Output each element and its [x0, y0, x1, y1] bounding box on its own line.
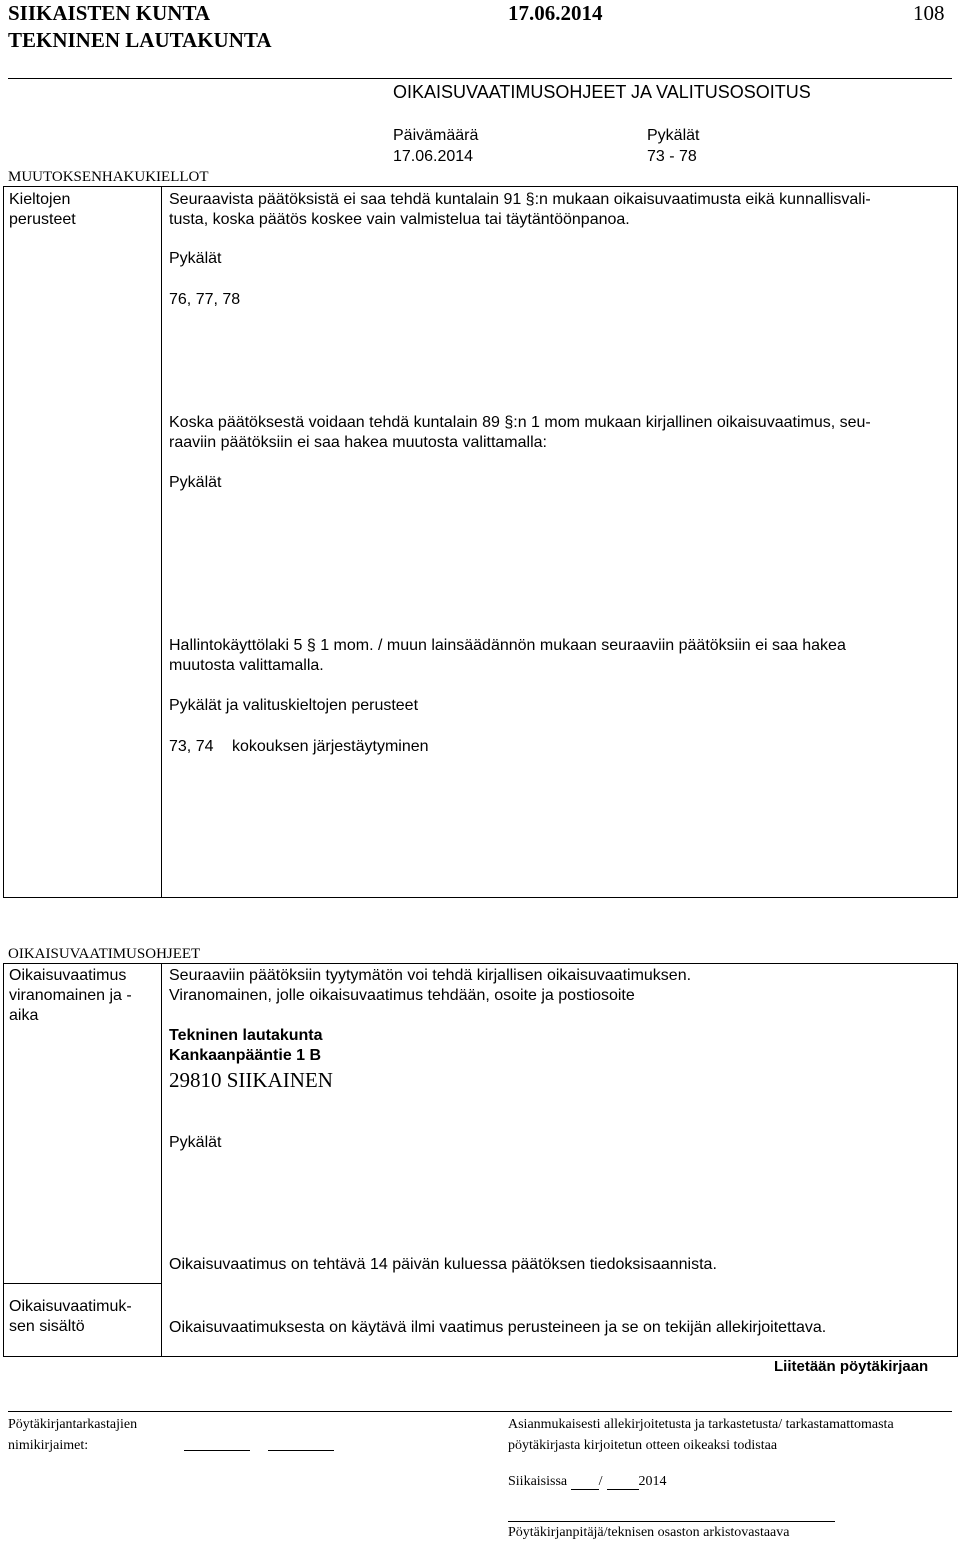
- day-blank[interactable]: [571, 1475, 599, 1490]
- org-name: SIIKAISTEN KUNTA: [8, 1, 211, 25]
- ban-para1-line2: tusta, koska päätös koskee vain valmistelua tai täytäntöönpanoa.: [169, 211, 630, 228]
- footer-year: 2014: [638, 1474, 667, 1489]
- footer-place-date: [508, 1473, 667, 1490]
- footer-inspectors-label-2: nimikirjaimet:: [8, 1438, 89, 1453]
- sections-label: Pykälät: [647, 127, 700, 144]
- document-title: OIKAISUVAATIMUSOHJEET JA VALITUSOSOITUS: [393, 82, 811, 102]
- rect-address-line1: Tekninen lautakunta: [169, 1027, 323, 1044]
- ban-sections3-numbers: 73, 74: [169, 738, 214, 755]
- sections-value: 73 - 78: [647, 148, 697, 165]
- ban-sections3-label: Pykälät ja valituskieltojen perusteet: [169, 697, 419, 714]
- rect-line2: Viranomainen, jolle oikaisuvaatimus tehdään, osoite ja postiosoite: [169, 987, 635, 1004]
- footer-certification-line1: Asianmukaisesti allekirjoitetusta ja tarkastetusta/ tarkastamattomasta: [508, 1417, 894, 1432]
- rect-left1-line2: viranomainen ja -: [9, 987, 132, 1004]
- header-date: 17.06.2014: [508, 1, 603, 25]
- appeal-ban-box: [3, 186, 958, 898]
- ban-para3-line2: muutosta valittamalla.: [169, 657, 324, 674]
- page-number: 108: [913, 1, 945, 25]
- rect-left2-line1: Oikaisuvaatimuk-: [9, 1298, 132, 1315]
- rectification-box: [3, 963, 958, 1357]
- initials-blank-2[interactable]: [268, 1450, 334, 1451]
- rect-line1: Seuraaviin päätöksiin tyytymätön voi tehdä kirjallisen oikaisuvaatimuksen.: [169, 967, 692, 984]
- ban-sections1-label: Pykälät: [169, 250, 222, 267]
- ban-sections1-value: 76, 77, 78: [169, 291, 241, 308]
- rect-content: Oikaisuvaatimuksesta on käytävä ilmi vaatimus perusteineen ja se on tekijän allekirjoitettava.: [169, 1319, 827, 1336]
- appeal-ban-divider: [161, 186, 162, 898]
- footer-rule: [8, 1411, 952, 1412]
- footer-place: Siikaisissa: [508, 1474, 568, 1489]
- ban-para1-line1: Seuraavista päätöksistä ei saa tehdä kuntalain 91 §:n mukaan oikaisuvaatimusta eikä kunnallisvali-: [169, 191, 871, 208]
- footer-inspectors-label-1: Pöytäkirjantarkastajien: [8, 1417, 138, 1432]
- ban-sections3-text: kokouksen järjestäytyminen: [232, 738, 429, 755]
- date-value: 17.06.2014: [393, 148, 474, 165]
- rect-deadline: Oikaisuvaatimus on tehtävä 14 päivän kuluessa päätöksen tiedoksisaannista.: [169, 1256, 717, 1273]
- month-blank[interactable]: [607, 1475, 639, 1490]
- ban-para2-line2: raaviin päätöksiin ei saa hakea muutosta valittamalla:: [169, 434, 547, 451]
- rect-left1-line3: aika: [9, 1007, 39, 1024]
- attached-note: Liitetään pöytäkirjaan: [774, 1358, 929, 1375]
- board-name: TEKNINEN LAUTAKUNTA: [8, 28, 272, 52]
- rect-sections-label: Pykälät: [169, 1134, 222, 1151]
- ban-para3-line1: Hallintokäyttölaki 5 § 1 mom. / muun lainsäädännön mukaan seuraaviin päätöksiin ei saa hakea: [169, 637, 846, 654]
- ban-sections2-label: Pykälät: [169, 474, 222, 491]
- rect-address-line2: Kankaanpääntie 1 B: [169, 1047, 322, 1064]
- ban-left-label-1: Kieltojen: [9, 191, 71, 208]
- rect-left2-line2: sen sisältö: [9, 1318, 85, 1335]
- rectification-heading: OIKAISUVAATIMUSOHJEET: [8, 946, 201, 962]
- signature-line[interactable]: [508, 1521, 835, 1522]
- appeal-ban-heading: MUUTOKSENHAKUKIELLOT: [8, 169, 209, 185]
- rect-left1-line1: Oikaisuvaatimus: [9, 967, 127, 984]
- footer-certification-line2: pöytäkirjasta kirjoitetun otteen oikeaksi todistaa: [508, 1438, 778, 1453]
- rectification-separator: [3, 1283, 161, 1284]
- header-rule: [8, 78, 952, 79]
- ban-left-label-2: perusteet: [9, 211, 76, 228]
- footer-signer: Pöytäkirjanpitäjä/teknisen osaston arkistovastaava: [508, 1525, 790, 1540]
- rectification-divider: [161, 963, 162, 1357]
- initials-blank-1[interactable]: [184, 1450, 250, 1451]
- date-separator: /: [598, 1474, 603, 1489]
- date-label: Päivämäärä: [393, 127, 479, 144]
- ban-para2-line1: Koska päätöksestä voidaan tehdä kuntalain 89 §:n 1 mom mukaan kirjallinen oikaisuvaatimus, seu-: [169, 414, 871, 431]
- rect-address-line3: 29810 SIIKAINEN: [169, 1068, 333, 1092]
